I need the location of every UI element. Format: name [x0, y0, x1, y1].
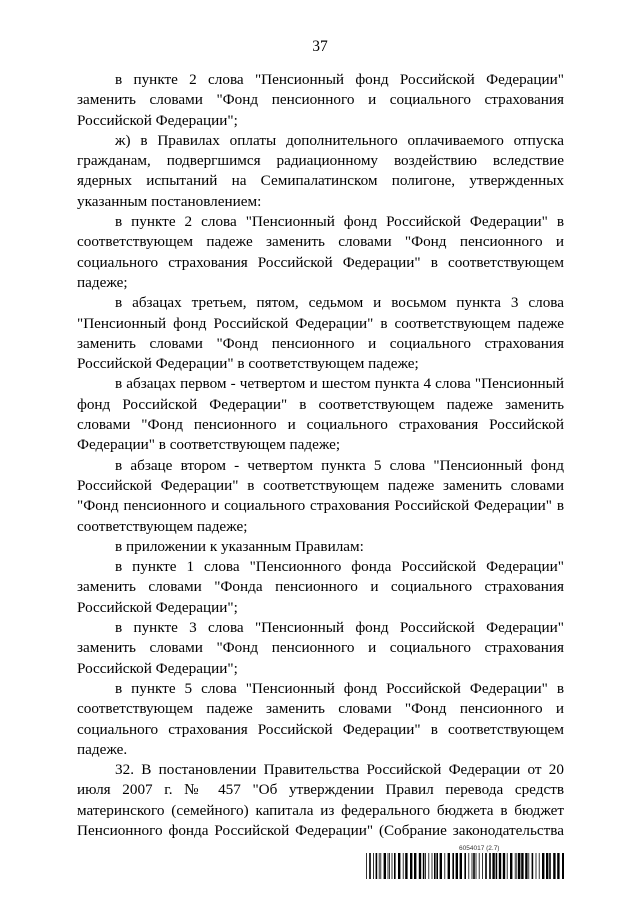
- page-number: 37: [312, 38, 328, 55]
- paragraph: в приложении к указанным Правилам:: [115, 537, 364, 555]
- paragraph: в абзацах третьем, пятом, седьмом и восьмом пункта 3 слова "Пенсионный фонд Российской Федерации" в соответствующем падеже заменить словами "Фонд пенсионного и социального страхования Российской Федерации" в соответствующем падеже;: [77, 294, 564, 373]
- document-body: [77, 70, 564, 841]
- paragraph: в пункте 2 слова "Пенсионный фонд Российской Федерации" заменить словами "Фонд пенсионного и социального страхования Российской Федерации";: [77, 71, 564, 129]
- paragraph: в пункте 1 слова "Пенсионного фонда Российской Федерации" заменить словами "Фонда пенсионного и социального страхования Российской Федерации";: [77, 558, 564, 616]
- paragraph: в пункте 3 слова "Пенсионный фонд Российской Федерации" заменить словами "Фонд пенсионного и социального страхования Российской Федерации";: [77, 619, 564, 677]
- paragraph: в абзаце втором - четвертом пункта 5 слова "Пенсионный фонд Российской Федерации" в соответствующем падеже заменить словами "Фонд пенсионного и социального страхования Российской Федерации" в соответствующем падеже;: [77, 456, 564, 535]
- paragraph: ж) в Правилах оплаты дополнительного оплачиваемого отпуска гражданам, подвергшимся радиационному воздействию вследствие ядерных испытаний на Семипалатинском полигоне, утвержденных указанным постановлением:: [77, 131, 564, 210]
- paragraph: 32. В постановлении Правительства Российской Федерации от 20 июля 2007 г. № 457 "Об утверждении Правил перевода средств материнского (семейного) капитала из федерального бюджета в бюджет Пенсионного фонда Российской Федерации" (Собрание законодательства: [77, 761, 564, 839]
- paragraph: в пункте 2 слова "Пенсионный фонд Российской Федерации" в соответствующем падеже заменить словами "Фонд пенсионного и социального страхования Российской Федерации" в соответствующем падеже;: [77, 213, 564, 291]
- paragraph: в пункте 5 слова "Пенсионный фонд Российской Федерации" в соответствующем падеже заменить словами "Фонд пенсионного и социального страхования Российской Федерации" в соответствующем падеже.: [77, 679, 564, 758]
- paragraph: в абзацах первом - четвертом и шестом пункта 4 слова "Пенсионный фонд Российской Федерации" в соответствующем падеже заменить словами "Фонд пенсионного и социального страхования Российской Федерации" в соответствующем падеже;: [77, 375, 564, 454]
- barcode-icon: [366, 853, 564, 879]
- document-code: 6054017 (2.7): [459, 845, 500, 852]
